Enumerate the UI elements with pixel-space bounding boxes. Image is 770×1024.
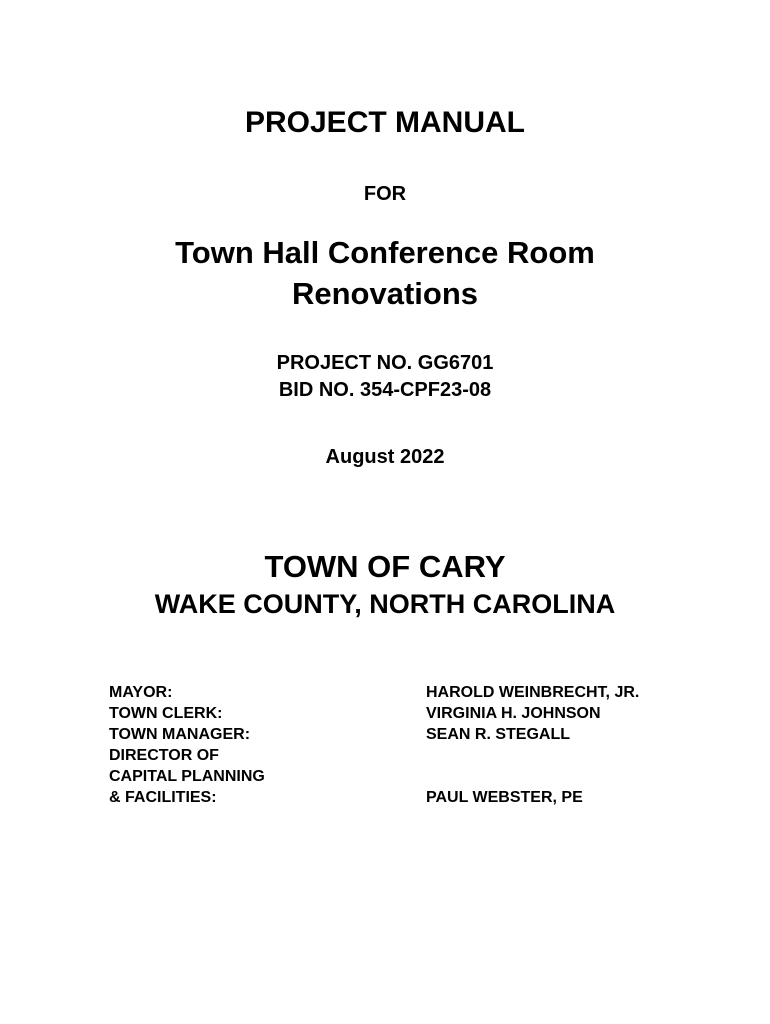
project-name-line-2: Renovations bbox=[291, 276, 479, 311]
official-title: DIRECTOR OF bbox=[109, 747, 219, 764]
document-date: August 2022 bbox=[325, 446, 445, 468]
official-title: & FACILITIES: bbox=[109, 789, 217, 806]
official-title: CAPITAL PLANNING bbox=[109, 768, 265, 785]
official-name: PAUL WEBSTER, PE bbox=[426, 789, 583, 806]
for-label: FOR bbox=[363, 183, 407, 205]
official-title: TOWN MANAGER: bbox=[109, 726, 251, 743]
bid-number: BID NO. 354-CPF23-08 bbox=[278, 379, 492, 401]
official-name: HAROLD WEINBRECHT, JR. bbox=[426, 684, 640, 701]
document-title: PROJECT MANUAL bbox=[244, 106, 525, 139]
project-number: PROJECT NO. GG6701 bbox=[276, 352, 494, 374]
official-name: SEAN R. STEGALL bbox=[426, 726, 571, 743]
town-name: TOWN OF CARY bbox=[264, 549, 506, 584]
official-title: MAYOR: bbox=[109, 684, 173, 701]
official-name: VIRGINIA H. JOHNSON bbox=[426, 705, 601, 722]
county-state: WAKE COUNTY, NORTH CAROLINA bbox=[154, 589, 616, 619]
official-title: TOWN CLERK: bbox=[109, 705, 223, 722]
project-name-line-1: Town Hall Conference Room bbox=[175, 235, 595, 270]
